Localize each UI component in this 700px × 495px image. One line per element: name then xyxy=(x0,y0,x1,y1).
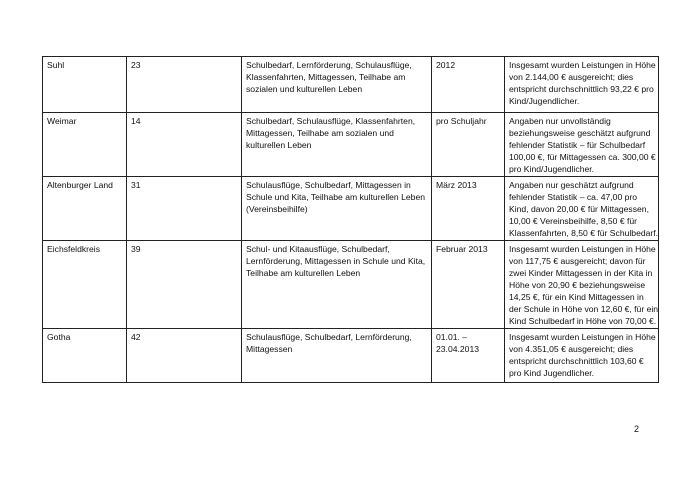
cell-notes-line: Angaben nur geschätzt aufgrund xyxy=(509,180,634,190)
cell-services-line: Mittagessen xyxy=(246,344,293,354)
cell-services-line: (Vereinsbeihilfe) xyxy=(246,204,308,214)
cell-services-line: kulturellen Leben xyxy=(246,140,312,150)
cell-notes-line: von 117,75 € ausgereicht; davon für xyxy=(509,256,646,266)
cell-services-line: Teilhabe am kulturellen Leben xyxy=(246,268,361,278)
cell-services-line: Schulausflüge, Schulbedarf, Lernförderung, xyxy=(246,332,412,342)
cell-notes xyxy=(505,113,659,177)
cell-notes-line: Kind Schulbedarf in Höhe von 70,00 €. xyxy=(509,316,657,326)
cell-services xyxy=(242,113,432,177)
cell-number: 31 xyxy=(127,177,242,241)
cell-notes-line: fehlender Statistik – für Schulbedarf xyxy=(509,140,646,150)
table-row xyxy=(43,57,659,113)
cell-services-line: sozialen und kulturellen Leben xyxy=(246,84,363,94)
cell-period xyxy=(432,113,505,177)
cell-notes-line: pro Kind/Jugendlicher. xyxy=(509,164,595,174)
cell-number: 23 xyxy=(127,57,242,113)
cell-services-line: Lernförderung, Mittagessen in Schule und Kita, xyxy=(246,256,426,266)
cell-notes-line: zwei Kinder Mittagessen in der Kita in xyxy=(509,268,653,278)
cell-notes xyxy=(505,241,659,329)
cell-services-line: Schulbedarf, Lernförderung, Schulausflüge, xyxy=(246,60,412,70)
cell-notes-line: 10,00 € Vereinsbeihilfe, 8,50 € für xyxy=(509,216,638,226)
cell-notes-line: 14,25 €, für ein Kind Mittagessen in xyxy=(509,292,644,302)
cell-services xyxy=(242,241,432,329)
cell-services xyxy=(242,177,432,241)
benefits-table xyxy=(42,56,659,383)
cell-notes xyxy=(505,329,659,383)
cell-notes-line: entspricht durchschnittlich 103,60 € xyxy=(509,356,644,366)
cell-services-line: Schulausflüge, Schulbedarf, Mittagessen in xyxy=(246,180,411,190)
cell-notes-line: Insgesamt wurden Leistungen in Höhe xyxy=(509,60,656,70)
cell-notes-line: 100,00 €, für Mittagessen ca. 300,00 € xyxy=(509,152,656,162)
cell-notes-line: Angaben nur unvollständig xyxy=(509,116,611,126)
cell-number: 14 xyxy=(127,113,242,177)
cell-notes-line: Klassenfahrten, 8,50 € für Schulbedarf. xyxy=(509,228,659,238)
cell-region: Eichsfeldkreis xyxy=(43,241,127,329)
cell-notes-line: von 2.144,00 € ausgereicht; dies xyxy=(509,72,634,82)
cell-period-line: Februar 2013 xyxy=(436,244,488,254)
cell-period xyxy=(432,329,505,383)
cell-services-line: Schulbedarf, Schulausflüge, Klassenfahrten, xyxy=(246,116,416,126)
cell-notes-line: pro Kind Jugendlicher. xyxy=(509,368,595,378)
cell-period xyxy=(432,177,505,241)
cell-notes-line: Insgesamt wurden Leistungen in Höhe xyxy=(509,332,656,342)
cell-notes-line: Höhe von 20,90 € beziehungsweise xyxy=(509,280,646,290)
table-row xyxy=(43,329,659,383)
cell-region: Weimar xyxy=(43,113,127,177)
cell-period xyxy=(432,57,505,113)
cell-notes-line: von 4.351,05 € ausgereicht; dies xyxy=(509,344,634,354)
cell-period-line: 23.04.2013 xyxy=(436,344,480,354)
cell-notes-line: Insgesamt wurden Leistungen in Höhe xyxy=(509,244,656,254)
cell-services xyxy=(242,57,432,113)
cell-services xyxy=(242,329,432,383)
cell-period-line: pro Schuljahr xyxy=(436,116,487,126)
cell-notes-line: fehlender Statistik – ca. 47,00 pro xyxy=(509,192,638,202)
cell-notes-line: entspricht durchschnittlich 93,22 € pro xyxy=(509,84,654,94)
cell-services-line: Schul- und Kitaausflüge, Schulbedarf, xyxy=(246,244,390,254)
cell-services-line: Schule und Kita, Teilhabe am kulturellen Leben xyxy=(246,192,425,202)
cell-number: 39 xyxy=(127,241,242,329)
cell-notes-line: Kind, davon 20,00 € für Mittagessen, xyxy=(509,204,649,214)
benefits-table-body xyxy=(43,57,659,383)
table-row xyxy=(43,113,659,177)
cell-period xyxy=(432,241,505,329)
cell-period-line: 2012 xyxy=(436,60,456,70)
cell-region: Altenburger Land xyxy=(43,177,127,241)
cell-services-line: Klassenfahrten, Mittagessen, Teilhabe am xyxy=(246,72,406,82)
table-row xyxy=(43,241,659,329)
cell-period-line: März 2013 xyxy=(436,180,477,190)
cell-notes-line: Kind/Jugendlicher. xyxy=(509,96,580,106)
cell-notes xyxy=(505,57,659,113)
table-row xyxy=(43,177,659,241)
cell-region: Gotha xyxy=(43,329,127,383)
cell-notes-line: beziehungsweise geschätzt aufgrund xyxy=(509,128,651,138)
cell-period-line: 01.01. – xyxy=(436,332,468,342)
cell-region: Suhl xyxy=(43,57,127,113)
cell-notes-line: der Schule in Höhe von 12,60 €, für ein xyxy=(509,304,659,314)
page-number: 2 xyxy=(634,424,640,434)
cell-notes xyxy=(505,177,659,241)
cell-number: 42 xyxy=(127,329,242,383)
cell-services-line: Mittagessen, Teilhabe am sozialen und xyxy=(246,128,394,138)
